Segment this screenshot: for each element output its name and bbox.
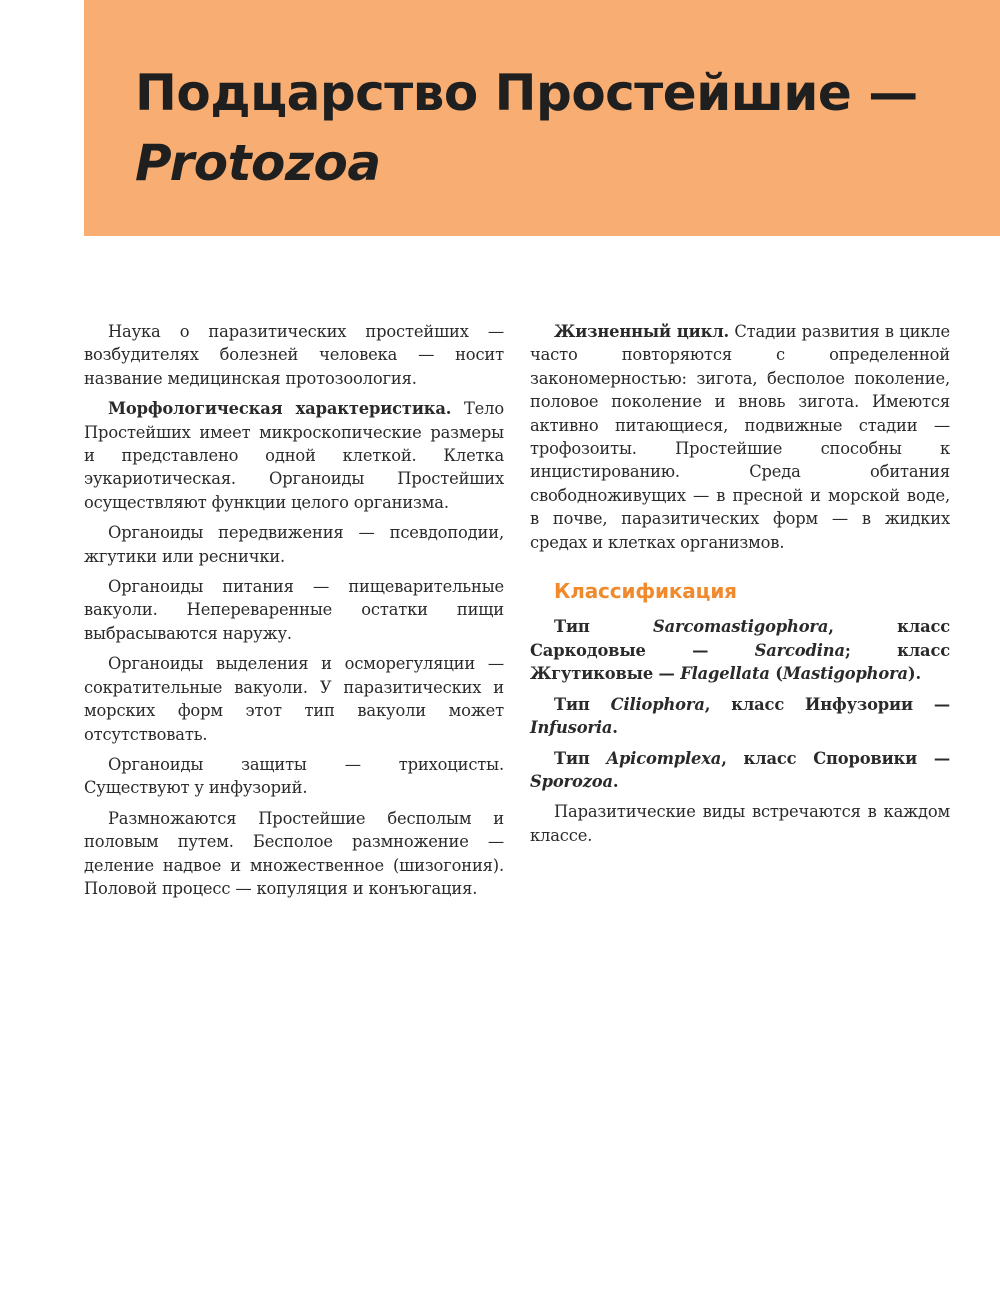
- paragraph-life-cycle: [530, 320, 950, 554]
- paragraph-reproduction: Размножаются Простейшие бесполым и половым путем. Бесполое размножение — деление надвое и множественное (шизогония). Половой процесс — копуляция и конъюгация.: [84, 808, 504, 898]
- life-cycle-text: Стадии развития в цикле часто повторяются с определенной закономерностью: зигота, бесполое поколение, половое поколение и вновь зигота. Имеются активно питающиеся, подвижные стадии — трофозоиты. Простейшие способны к инцистированию. Среда обитания свободноживущих — в пресной и морской воде, в почве, паразитических форм — в жидких средах и клетках организмов.: [530, 322, 950, 552]
- classification-item-text: Тип Ciliophora, класс Инфузории — Infusoria.: [530, 694, 950, 738]
- paragraph-locomotion: Органоиды передвижения — псевдоподии, жгутики или реснички.: [84, 523, 504, 566]
- paragraph-closing: Паразитические виды встречаются в каждом классе.: [530, 802, 950, 845]
- life-cycle-heading: Жизненный цикл.: [554, 322, 730, 341]
- classification-item: [530, 693, 950, 740]
- paragraph-intro: Наука о паразитических простейших — возбудителях болезней человека — носит название медицинская протозоология.: [84, 322, 504, 388]
- right-column: [530, 320, 950, 854]
- paragraph-excretion: Органоиды выделения и осморегуляции — сократительные вакуоли. У паразитических и морских форм этот тип вакуоли может отсутствовать.: [84, 654, 504, 744]
- title-line-2: Protozoa: [135, 134, 381, 192]
- morphology-text: Тело Простейших имеет микроскопические размеры и представлено одной клеткой. Клетка эукариотическая. Органоиды Простейших осуществляют функции целого организма.: [84, 399, 504, 512]
- title-line-1: Подцарство Простейшие —: [135, 64, 918, 122]
- paragraph-morphology: [84, 397, 504, 514]
- paragraph-nutrition: Органоиды питания — пищеварительные вакуоли. Непереваренные остатки пищи выбрасываются наружу.: [84, 577, 504, 643]
- classification-item-text: Тип Sarcomastigophora, класс Саркодовые — Sarcodina; класс Жгутиковые — Flagellata (Mastigophora).: [530, 617, 950, 684]
- paragraph-defense: Органоиды защиты — трихоцисты. Существуют у инфузорий.: [84, 754, 504, 798]
- left-column: [84, 320, 504, 907]
- classification-item: [530, 615, 950, 685]
- page-title: [135, 58, 975, 198]
- classification-heading: Классификация: [554, 579, 737, 604]
- morphology-heading: Морфологическая характеристика.: [108, 399, 452, 419]
- classification-item-text: Тип Apicomplexa, класс Споровики — Sporozoa.: [530, 748, 950, 791]
- classification-item: [530, 747, 950, 794]
